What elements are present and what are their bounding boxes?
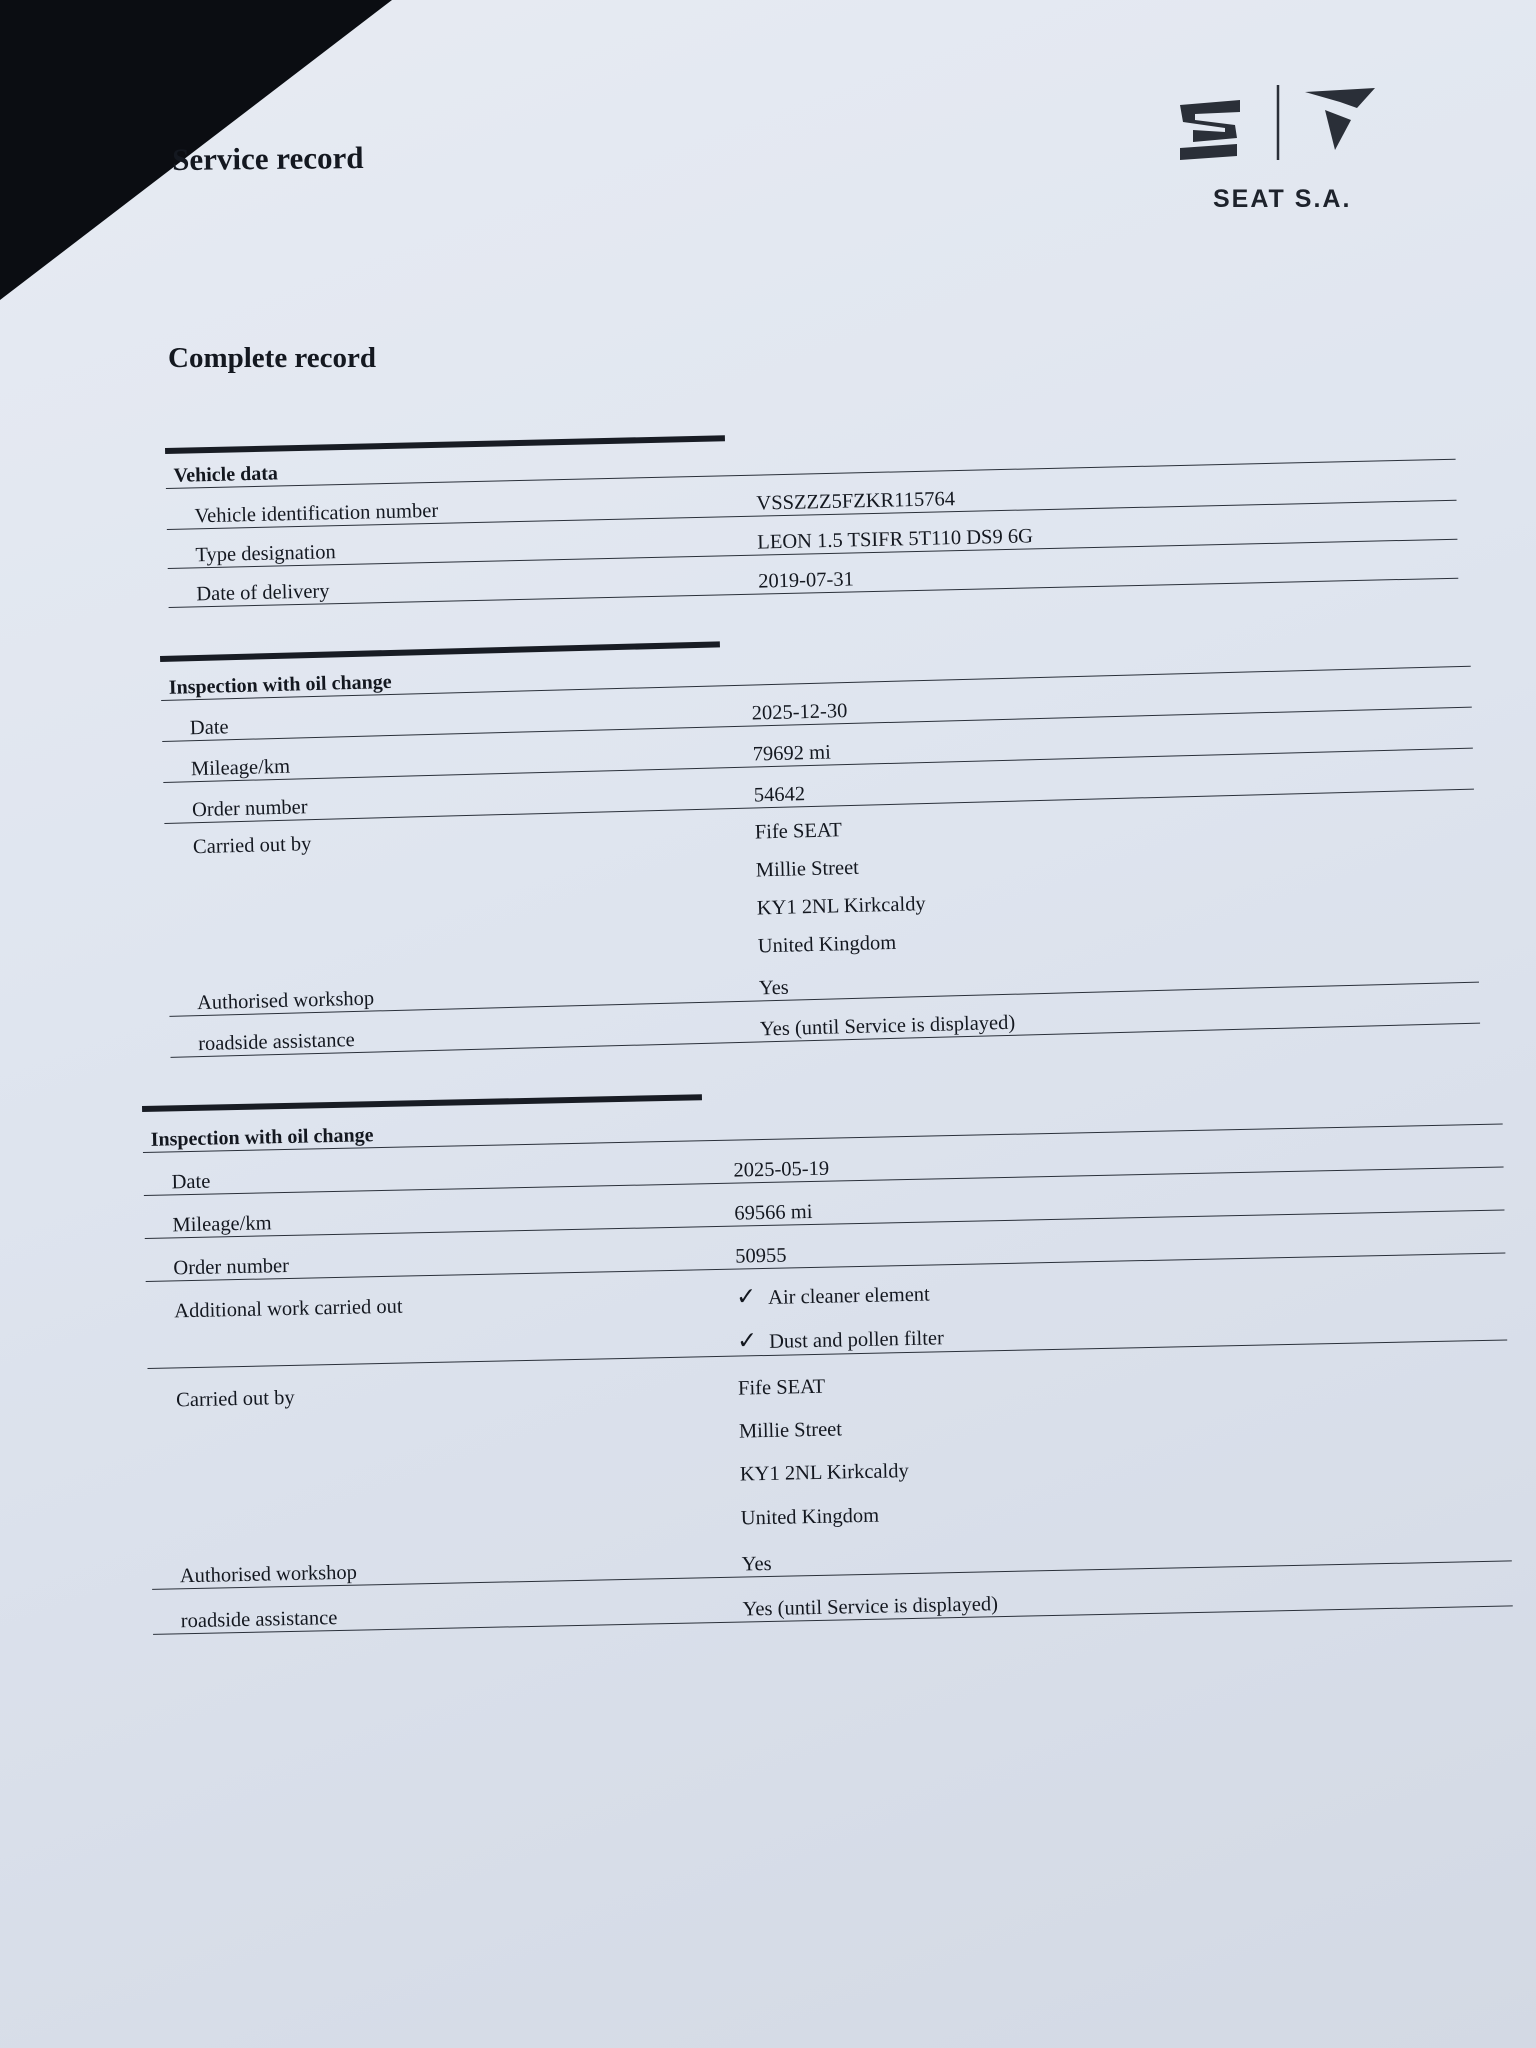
date-label: Date [171,1170,211,1194]
record-heading: Complete record [168,342,377,374]
additional-work-item: Air cleaner element [767,1283,930,1309]
authorised-label: Authorised workshop [179,1561,358,1588]
section-title: Inspection with oil change [150,1124,374,1151]
date-label: Date [189,716,229,740]
page-title: Service record [172,139,364,177]
order-value: 54642 [753,783,806,807]
checkmark-icon: ✓ [736,1328,758,1355]
carried-out-line: Millie Street [755,856,860,882]
delivery-label: Date of delivery [196,580,330,606]
authorised-value: Yes [758,976,790,1000]
carried-out-label: Carried out by [192,833,312,859]
vin-value: VSSZZZ5FZKR115764 [756,488,956,515]
carried-out-line: United Kingdom [740,1504,880,1530]
inspection-1-section [160,622,1480,1058]
order-value: 50955 [735,1244,787,1268]
mileage-label: Mileage/km [172,1212,272,1237]
carried-out-line: Millie Street [738,1418,843,1443]
date-value: 2025-12-30 [751,700,848,725]
roadside-label: roadside assistance [197,1029,355,1056]
date-value: 2025-05-19 [733,1157,830,1182]
mileage-label: Mileage/km [190,755,291,781]
roadside-value: Yes (until Service is displayed) [742,1593,999,1621]
order-label: Order number [173,1254,290,1280]
company-name: SEAT S.A. [1213,185,1352,213]
mileage-value: 69566 mi [734,1200,813,1225]
carried-out-line: Fife SEAT [754,819,843,844]
additional-work-item: Dust and pollen filter [768,1327,945,1353]
carried-out-line: KY1 2NL Kirkcaldy [756,893,926,920]
section-title: Inspection with oil change [168,670,392,699]
type-label: Type designation [195,541,336,567]
delivery-value: 2019-07-31 [757,568,855,593]
carried-out-line: Fife SEAT [737,1375,826,1400]
type-value: LEON 1.5 TSIFR 5T110 DS9 6G [757,525,1034,554]
authorised-label: Authorised workshop [196,987,375,1015]
additional-work-label: Additional work carried out [174,1295,403,1323]
roadside-label: roadside assistance [180,1607,338,1633]
roadside-value: Yes (until Service is displayed) [759,1011,1016,1041]
mileage-value: 79692 mi [752,741,832,766]
carried-out-label: Carried out by [175,1386,295,1412]
vehicle-data-section [165,419,1458,608]
inspection-2-section [142,1078,1513,1635]
carried-out-line: KY1 2NL Kirkcaldy [739,1460,909,1486]
authorised-value: Yes [741,1552,772,1576]
order-label: Order number [191,796,308,822]
carried-out-line: United Kingdom [757,931,897,958]
vin-label: Vehicle identification number [194,499,439,528]
checkmark-icon: ✓ [735,1284,757,1311]
section-title: Vehicle data [173,462,279,487]
